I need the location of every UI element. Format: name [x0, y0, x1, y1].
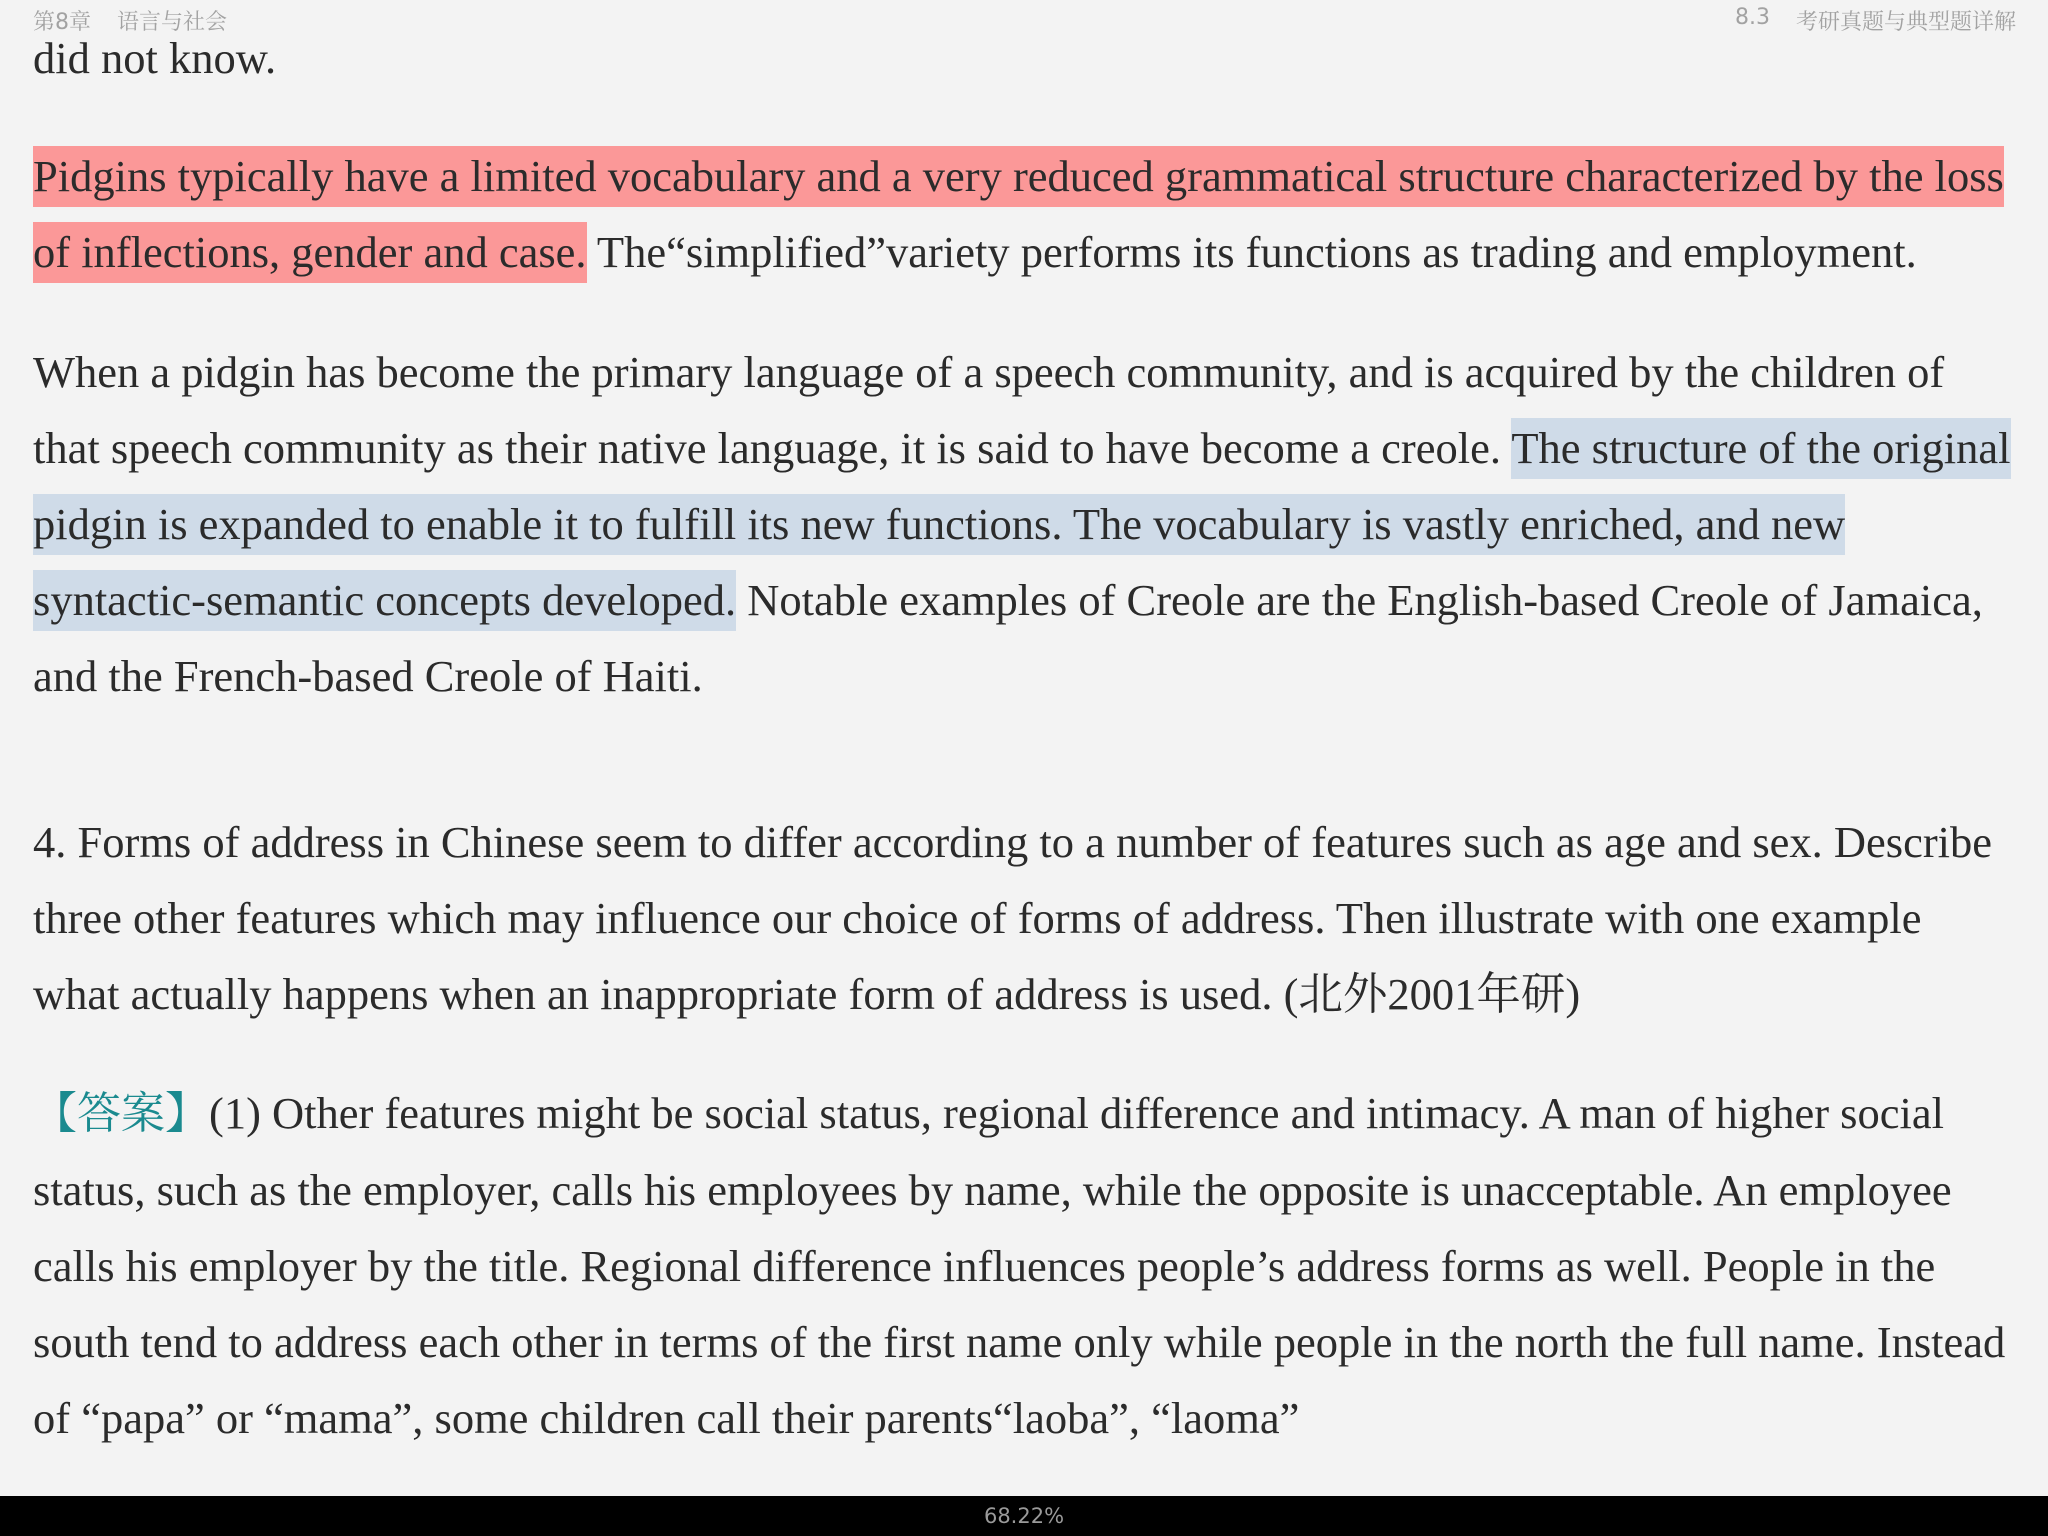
paragraph-text: did not know. — [33, 33, 277, 83]
book-content[interactable] — [33, 20, 2014, 1456]
progress-percent: 68.22% — [983, 1504, 1065, 1528]
running-header — [33, 4, 2016, 36]
paragraph-text: Notable examples of Creole are the English-based Creole of Jamaica, and the French-based Creole of Haiti. — [33, 575, 1983, 701]
section-number: 8.3 — [1734, 4, 1770, 30]
chapter-title: 语言与社会 — [117, 9, 228, 35]
paragraph-text: The“simplified”variety performs its functions as trading and employment. — [586, 227, 1917, 277]
reading-progress-bar[interactable] — [0, 1496, 2048, 1536]
blue-highlight[interactable]: The structure of the original pidgin is expanded to enable it to fulfill its new functions. The vocabulary is vastly enriched, and new syntactic-semantic concepts developed. — [33, 418, 2011, 631]
chapter-heading — [33, 5, 227, 36]
answer-paragraph[interactable] — [33, 1075, 2014, 1456]
question-4[interactable] — [33, 804, 2014, 1032]
answer-text: (1) Other features might be social status, regional difference and intimacy. A man of higher social status, such as the employer, calls his employees by name, while the opposite is unacceptable. An employee calls his employer by the title. Regional difference influences people’s address forms as well. People in the south tend to address each other in terms of the first name only while people in the north the full name. Instead of “papa” or “mama”, some children call their parents“laoba”, “laoma” — [33, 1088, 2006, 1443]
paragraph-pidgins[interactable] — [33, 138, 2014, 290]
paragraph-creole[interactable] — [33, 334, 2014, 714]
section-heading — [1735, 5, 2016, 36]
chapter-number: 第8章 — [33, 9, 91, 35]
section-title: 考研真题与典型题详解 — [1795, 9, 2016, 35]
question-text: 4. Forms of address in Chinese seem to differ according to a number of features such as age and sex. Describe three other features which may influence our choice of forms of address. Then illustrate with one example what actually happens when an inappropriate form of address is used. (北外2001年研) — [33, 817, 1993, 1019]
answer-tag: 【答案】 — [33, 1088, 209, 1139]
paragraph-text: When a pidgin has become the primary language of a speech community, and is acquired by the children of that speech community as their native language, it is said to have become a creole. — [33, 347, 1945, 473]
red-highlight[interactable]: Pidgins typically have a limited vocabulary and a very reduced grammatical structure characterized by the loss of inflections, gender and case. — [33, 146, 2004, 283]
